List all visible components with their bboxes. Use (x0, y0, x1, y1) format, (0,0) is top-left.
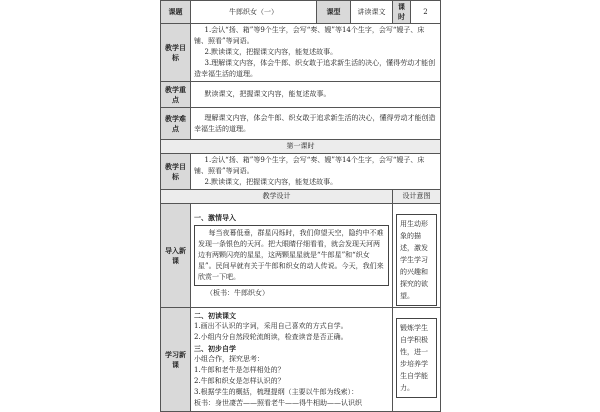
study-line: 1.牛郎和老牛是怎样相处的？ (194, 366, 285, 374)
hours-label: 课时 (393, 1, 411, 24)
goals-content (191, 24, 441, 82)
intent-header: 设计意图 (393, 190, 441, 204)
key-points-row (161, 82, 441, 108)
first-lesson-goal-item: 1.会认“扬、箱”等9个生字，会写“奏、嫂”等14个生字，会写“嫂子、床铺、照看”等词语。 (194, 156, 425, 175)
key-points-text: 默读课文，把握课文内容，能复述故事。 (191, 82, 441, 108)
first-lesson-title-row (161, 140, 441, 154)
goal-item: 2.默读课文，把握课文内容，能复述故事。 (204, 48, 338, 56)
study-intent-text: 锻炼学生自学积极性，进一步培养学生自学能力。 (396, 318, 437, 398)
study-label: 学习新课 (161, 308, 191, 412)
intro-content (191, 204, 393, 308)
study-line: 3.根据学生的概括，梳理提纲（主要以牛郎为线索）： (194, 388, 359, 396)
study-line: 1.画出不认识的字词，采用自己喜欢的方式自学。 (194, 322, 348, 330)
difficulties-row (161, 108, 441, 140)
lesson-plan-sheet (160, 0, 440, 407)
intro-intent-text: 用生动形象的描述，激发学生学习的兴趣和探究的欲望。 (396, 214, 437, 306)
difficulties-label: 教学难点 (161, 108, 191, 140)
topic-label: 课题 (161, 1, 191, 24)
study-row (161, 308, 441, 412)
intro-intent (393, 204, 441, 308)
study-line: 板书：身世凄苦——照看老牛——得牛相助——认识织 (194, 399, 362, 407)
intro-board: （板书：牛郎织女） (206, 289, 269, 297)
lesson-plan-table (160, 0, 441, 412)
design-header: 教学设计 (161, 190, 393, 204)
first-lesson-goals-label: 教学目标 (161, 154, 191, 190)
study-heading-1: 二、初读课文 (194, 311, 236, 320)
first-lesson-goals-row (161, 154, 441, 190)
type-label: 课型 (317, 1, 351, 24)
hours-value: 2 (411, 1, 441, 24)
goals-label: 教学目标 (161, 24, 191, 82)
design-header-row (161, 190, 441, 204)
study-heading-2: 三、初步自学 (194, 344, 236, 353)
study-line: 2.小组内分自然段轮流朗读，检查读音是否正确。 (194, 333, 348, 341)
goal-item: 3.理解课文内容，体会牛郎、织女敢于追求新生活的决心，懂得劳动才能创造幸福生活的道理。 (194, 59, 436, 78)
first-lesson-title: 第一课时 (161, 140, 441, 154)
topic-value: 牛郎织女（一） (191, 1, 317, 24)
header-row (161, 1, 441, 24)
first-lesson-goals-content (191, 154, 441, 190)
first-lesson-goal-item: 2.默读课文，把握课文内容，能复述故事。 (204, 178, 338, 186)
goal-item: 1.会认“扬、箱”等9个生字，会写“奏、嫂”等14个生字，会写“嫂子、床铺、照看”等词语。 (194, 26, 425, 45)
goals-row (161, 24, 441, 82)
type-value: 讲读课文 (351, 1, 393, 24)
difficulties-text: 理解课文内容，体会牛郎、织女敢于追求新生活的决心，懂得劳动才能创造幸福生活的道理。 (191, 108, 441, 140)
study-content (191, 308, 393, 412)
study-line: 小组合作，探究思考： (194, 355, 264, 363)
intro-label: 导入新课 (161, 204, 191, 308)
intro-paragraph: 每当夜幕低垂，群星闪烁时，我们仰望天空，隐约中不难发现一条银色的天河。把大眼睛仔细看看，就会发现天河两边有两颗闪亮的星星，这两颗星星就是“牛郎星”和“织女星”。民间早就有关于牛郎和织女的动人传说。今天，我们来欣赏一下吧。 (194, 225, 389, 286)
key-points-label: 教学重点 (161, 82, 191, 108)
intro-heading: 一、激情导入 (194, 213, 236, 222)
study-line: 2.牛郎和织女是怎样认识的？ (194, 377, 285, 385)
intro-row (161, 204, 441, 308)
study-intent (393, 308, 441, 412)
